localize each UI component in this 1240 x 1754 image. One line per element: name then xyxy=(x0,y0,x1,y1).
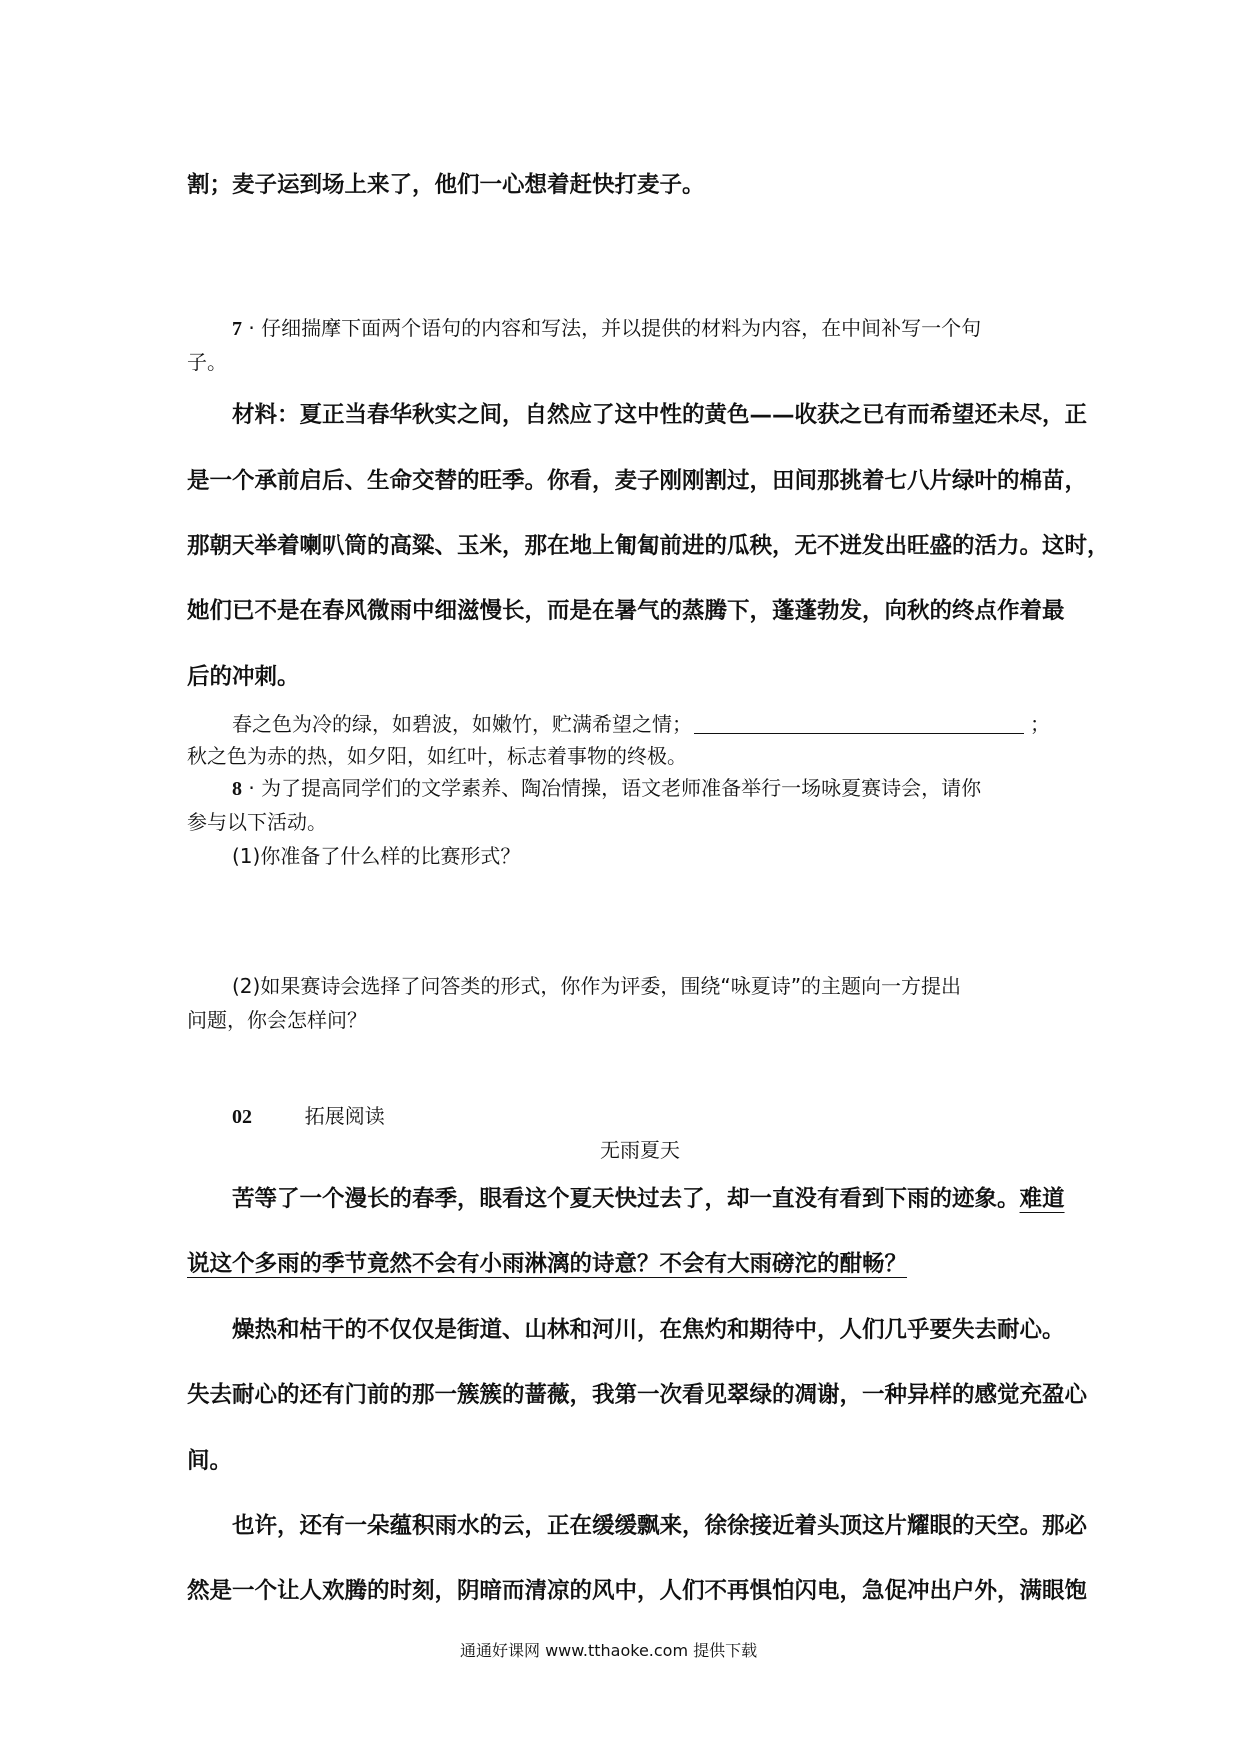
q7-answer-blank[interactable] xyxy=(694,713,1024,734)
article-p1-underlined-start: 难道 xyxy=(1019,1186,1065,1212)
q7-separator: · xyxy=(248,316,255,340)
q7-prompt-line1 xyxy=(232,318,981,339)
q7-sentence-a: 春之色为冷的绿，如碧波，如嫩竹，贮满希望之情； xyxy=(232,712,692,736)
article-p2-line2: 失去耐心的还有门前的那一簇簇的蔷薇，我第一次看见翠绿的凋谢，一种异样的感觉充盈心 xyxy=(187,1382,1088,1408)
article-p3-line2: 然是一个让人欢腾的时刻，阴暗而清凉的风中，人们不再惧怕闪电，急促冲出户外，满眼饱 xyxy=(187,1578,1088,1604)
q8-sub1: (1)你准备了什么样的比赛形式？ xyxy=(232,844,521,868)
article-p1-line1 xyxy=(232,1188,1065,1211)
q7-material-line2: 是一个承前启后、生命交替的旺季。你看，麦子刚刚割过，田间那挑着七八片绿叶的棉苗， xyxy=(187,468,1088,494)
section-title: 拓展阅读 xyxy=(304,1104,385,1128)
page-footer: 通通好课网 www.tthaoke.com 提供下载 xyxy=(460,1641,758,1660)
q8-prompt-text: 为了提高同学们的文学素养、陶冶情操，语文老师准备举行一场咏夏赛诗会，请你 xyxy=(261,776,982,800)
article-p2-line3: 间。 xyxy=(187,1448,233,1474)
section-number: 02 xyxy=(232,1106,252,1128)
q7-sentence-a-line xyxy=(232,713,1050,734)
q7-material-line4: 她们已不是在春风微雨中细滋慢长，而是在暑气的蒸腾下，蓬蓬勃发，向秋的终点作着最 xyxy=(187,598,1065,624)
article-p1-text: 苦等了一个漫长的春季，眼看这个夏天快过去了，却一直没有看到下雨的迹象。 xyxy=(232,1186,1020,1212)
q8-prompt-line2: 参与以下活动。 xyxy=(187,810,327,834)
q7-prompt-line2: 子。 xyxy=(187,350,227,374)
q8-prompt-line1 xyxy=(232,778,981,799)
q7-prompt-text: 仔细揣摩下面两个语句的内容和写法，并以提供的材料为内容，在中间补写一个句 xyxy=(261,316,982,340)
q7-material-line1: 材料：夏正当春华秋实之间，自然应了这中性的黄色——收获之已有而希望还未尽，正 xyxy=(232,402,1088,428)
continuation-line: 割；麦子运到场上来了，他们一心想着赶快打麦子。 xyxy=(187,172,705,198)
article-p3-line1: 也许，还有一朵蕴积雨水的云，正在缓缓飘来，徐徐接近着头顶这片耀眼的天空。那必 xyxy=(232,1513,1088,1539)
q8-sub2-line1: (2)如果赛诗会选择了问答类的形式，你作为评委，围绕“咏夏诗”的主题向一方提出 xyxy=(232,974,962,998)
q8-separator: · xyxy=(248,776,255,800)
q8-sub2-line2: 问题，你会怎样问？ xyxy=(187,1008,367,1032)
q7-sentence-b: 秋之色为赤的热，如夕阳，如红叶，标志着事物的终极。 xyxy=(187,744,687,768)
q7-material-line5: 后的冲刺。 xyxy=(187,664,300,690)
q7-number: 7 xyxy=(232,318,242,340)
article-p1-line2-underlined: 说这个多雨的季节竟然不会有小雨淋漓的诗意？不会有大雨磅沱的酣畅？ xyxy=(187,1251,908,1277)
q7-material-line3: 那朝天举着喇叭筒的高粱、玉米，那在地上匍匐前进的瓜秧，无不迸发出旺盛的活力。这时， xyxy=(187,533,1110,559)
article-title: 无雨夏天 xyxy=(600,1138,680,1162)
section-heading xyxy=(232,1106,385,1127)
article-p2-line1: 燥热和枯干的不仅仅是街道、山林和河川，在焦灼和期待中，人们几乎要失去耐心。 xyxy=(232,1317,1065,1343)
q8-number: 8 xyxy=(232,778,242,800)
q7-sentence-a-end: ； xyxy=(1030,712,1050,736)
